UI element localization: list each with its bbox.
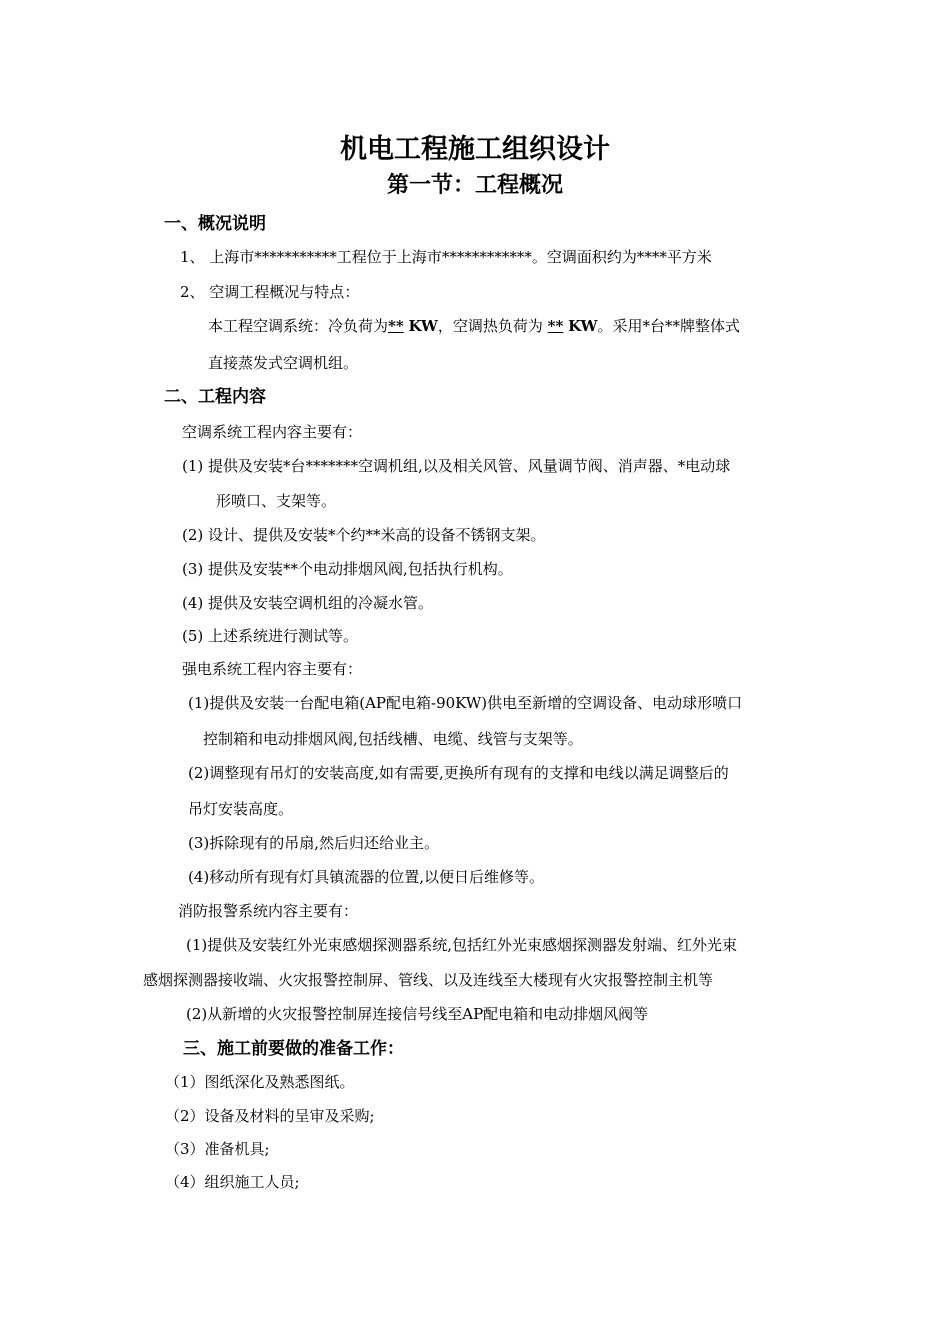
heading-preparation: 三、施工前要做的准备工作： <box>183 1039 404 1059</box>
cold-load-value: ** <box>388 317 404 335</box>
electrical-item-2: (2)调整现有吊灯的安装高度,如有需要,更换所有现有的支撑和电线以满足调整后的 <box>188 764 729 782</box>
ac-load-text-c: 。采用*台**牌整体式 <box>597 317 740 335</box>
ac-load-text-a: 本工程空调系统：冷负荷为 <box>208 317 389 335</box>
preparation-item-4: （4）组织施工人员; <box>165 1173 300 1191</box>
fire-alarm-item-1-cont: 感烟探测器接收端、火灾报警控制屏、管线、以及连线至大楼现有火灾报警控制主机等 <box>143 971 714 989</box>
overview-item-2: 2、 空调工程概况与特点： <box>180 283 360 301</box>
heat-load-value: ** <box>547 317 564 335</box>
document-title: 机电工程施工组织设计 <box>340 134 610 165</box>
electrical-item-4: (4)移动所有现有灯具镇流器的位置,以便日后维修等。 <box>188 868 545 886</box>
preparation-item-2: （2）设备及材料的呈审及采购; <box>165 1107 375 1125</box>
ac-scope-item-5: (5) 上述系统进行测试等。 <box>182 627 359 645</box>
heat-load-unit: KW <box>568 317 598 335</box>
electrical-scope-intro: 强电系统工程内容主要有： <box>182 660 363 678</box>
ac-scope-item-1: (1) 提供及安装*台*******空调机组,以及相关风管、风量调节阀、消声器、*电动球 <box>182 457 731 475</box>
electrical-item-2-cont: 吊灯安装高度。 <box>188 800 294 818</box>
heading-scope: 二、工程内容 <box>164 387 266 407</box>
ac-scope-item-4: (4) 提供及安装空调机组的冷凝水管。 <box>182 594 434 612</box>
ac-scope-item-2: (2) 设计、提供及安装*个约**米高的设备不锈钢支架。 <box>182 526 546 544</box>
ac-load-paragraph <box>208 316 740 336</box>
overview-item-1: 1、 上海市***********工程位于上海市************。空调面积约为****平方米 <box>180 248 712 266</box>
ac-scope-item-3: (3) 提供及安装**个电动排烟风阀,包括执行机构。 <box>182 560 513 578</box>
fire-alarm-item-2: (2)从新增的火灾报警控制屏连接信号线至AP配电箱和电动排烟风阀等 <box>186 1005 649 1023</box>
ac-load-paragraph-line2: 直接蒸发式空调机组。 <box>208 354 359 372</box>
fire-alarm-intro: 消防报警系统内容主要有： <box>178 902 359 920</box>
electrical-item-1-cont: 控制箱和电动排烟风阀,包括线槽、电缆、线管与支架等。 <box>203 730 583 748</box>
electrical-item-3: (3)拆除现有的吊扇,然后归还给业主。 <box>188 834 440 852</box>
electrical-item-1: (1)提供及安装一台配电箱(AP配电箱-90KW)供电至新增的空调设备、电动球形喷口 <box>188 694 743 712</box>
ac-scope-intro: 空调系统工程内容主要有： <box>182 423 363 441</box>
preparation-item-1: （1）图纸深化及熟悉图纸。 <box>165 1073 355 1091</box>
ac-load-text-b: ，空调热负荷为 <box>437 317 548 335</box>
section-title: 第一节：工程概况 <box>386 172 563 198</box>
cold-load-unit: KW <box>408 317 438 335</box>
heading-overview: 一、概况说明 <box>164 214 266 234</box>
fire-alarm-item-1: (1)提供及安装红外光束感烟探测器系统,包括红外光束感烟探测器发射端、红外光束 <box>186 936 738 954</box>
ac-scope-item-1-cont: 形喷口、支架等。 <box>216 492 337 510</box>
preparation-item-3: （3）准备机具; <box>165 1140 270 1158</box>
